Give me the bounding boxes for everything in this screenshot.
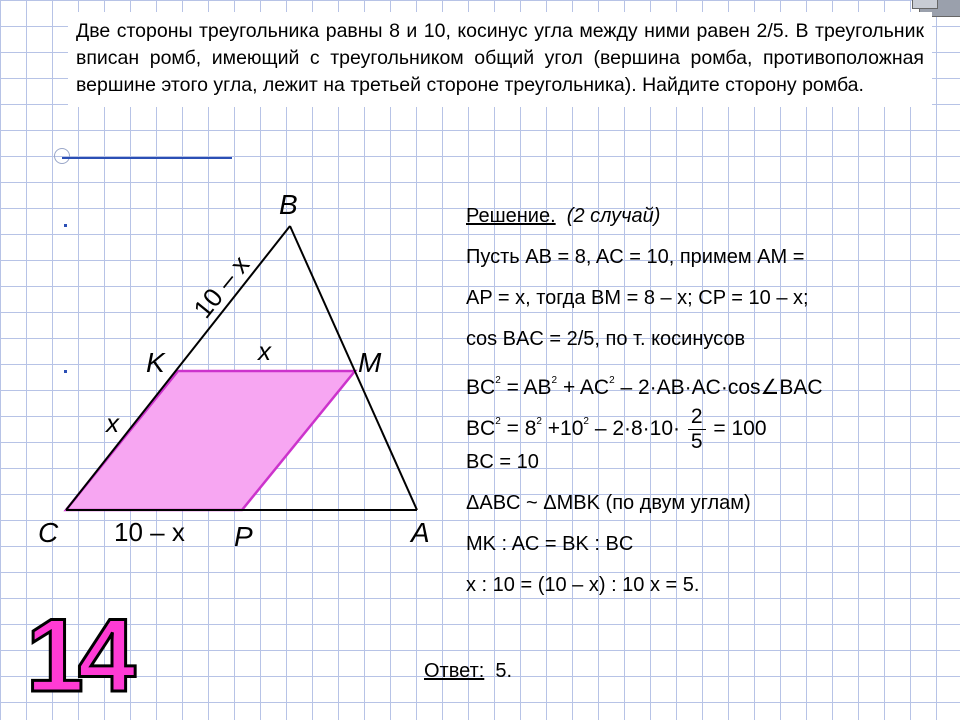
label-P: P: [234, 521, 253, 552]
window-corner-decoration-inner: [912, 0, 938, 9]
answer: [424, 660, 512, 683]
formula-result: BC = 10: [466, 451, 539, 473]
slide-number: 14: [26, 598, 130, 714]
solution-block: [466, 196, 936, 606]
formula-cosine-law: $BC^2 = AB^2 + AC^2$ – 2·AB·AC·cos∠BAC: [466, 375, 823, 399]
label-x-top: x: [258, 336, 271, 366]
problem-statement: Две стороны треугольника равны 8 и 10, косинус угла между ними равен 2/5. В треугольник вписан ромб, имеющий с треугольником общий угол (вершина ромба, противоположная вершине этого угла, лежит на третьей стороне треугольника). Найдите сторону ромба.: [68, 12, 932, 107]
solution-case: (2 случай): [566, 205, 661, 227]
label-B: B: [279, 189, 298, 220]
answer-label: Ответ:: [424, 660, 485, 682]
solution-line-2: AP = x, тогда BM = 8 – x; CP = 10 – x;: [466, 287, 809, 309]
solution-line-6: x : 10 = (10 – x) : 10 x = 5.: [466, 574, 700, 596]
label-C: C: [38, 517, 59, 548]
label-K: K: [146, 347, 165, 378]
label-x-left: x: [106, 408, 119, 438]
solution-line-5: MK : AC = BK : BC: [466, 533, 634, 555]
side-BA: [290, 226, 417, 510]
solution-line-4: ΔABC ~ ΔMBK (по двум углам): [466, 492, 751, 514]
label-ten-minus-x-side: 10 – x: [187, 249, 256, 324]
fraction-two-fifths: $\frac{2}{5}$: [688, 405, 706, 454]
answer-value: 5.: [495, 660, 513, 682]
label-ten-minus-x-bottom: 10 – x: [114, 517, 185, 547]
label-A: A: [411, 517, 430, 548]
solution-line-1: Пусть AB = 8, AC = 10, примем AM =: [466, 246, 805, 268]
rhombus: [66, 371, 355, 510]
solution-line-3: cos BAC = 2/5, по т. косинусов: [466, 328, 746, 350]
solution-heading: Решение.: [466, 205, 556, 227]
solution-heading-line: [466, 196, 936, 237]
label-M: M: [358, 347, 382, 378]
formula-substitution: $BC^2 = 8^2 +10^2 - 2\cdot 8\cdot 10\cdot$ $\frac{2}{5}$ = 100: [466, 404, 767, 453]
